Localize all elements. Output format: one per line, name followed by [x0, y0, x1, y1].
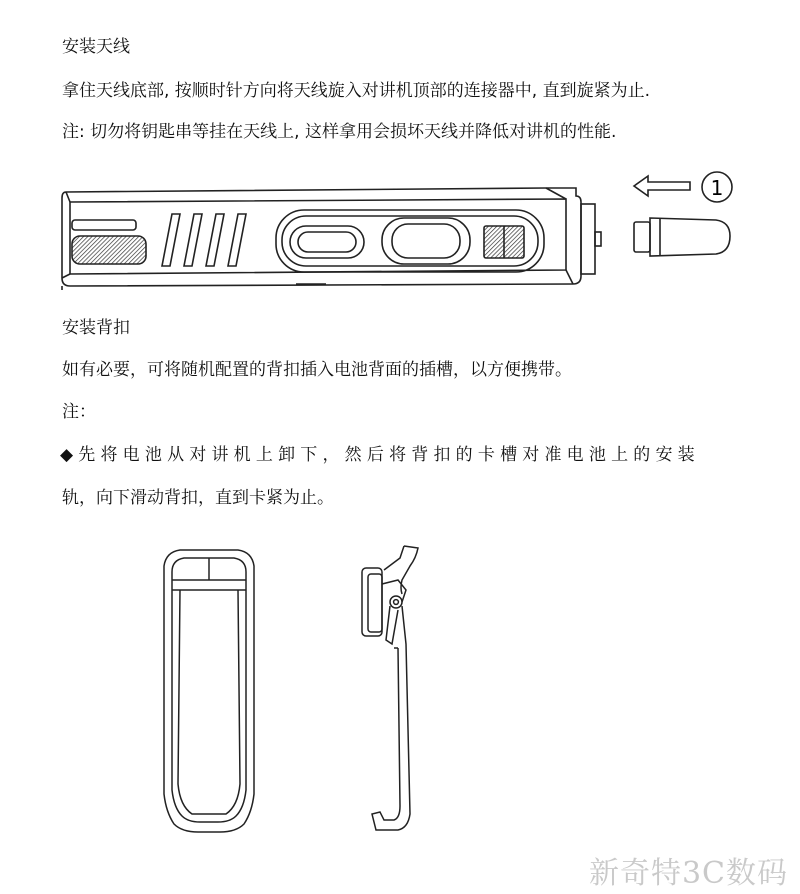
clip-heading: 安装背扣	[62, 318, 130, 338]
watermark-text: 新奇特3C数码	[588, 856, 788, 891]
antenna-instruction: 拿住天线底部, 按顺时针方向将天线旋入对讲机顶部的连接器中, 直到旋紧为止.	[62, 81, 651, 101]
radio-antenna-figure	[56, 166, 746, 302]
step-number-label: 1	[710, 176, 724, 200]
belt-clip-front-figure	[160, 544, 260, 836]
antenna-note: 注: 切勿将钥匙串等挂在天线上, 这样拿用会损坏天线并降低对讲机的性能.	[62, 122, 617, 142]
antenna-drawing	[634, 218, 730, 256]
clip-bullet-text-1: 先将电池从对讲机上卸下，然后将背扣的卡槽对准电池上的安装	[78, 445, 700, 465]
clip-bullet-line-1	[60, 443, 700, 467]
hatch-left	[72, 236, 146, 264]
belt-clip-side-figure	[358, 544, 438, 836]
clip-bullet-line-2: 轨，向下滑动背扣，直到卡紧为止。	[62, 488, 334, 508]
clip-instruction: 如有必要，可将随机配置的背扣插入电池背面的插槽，以方便携带。	[62, 360, 572, 380]
bullet-diamond-icon: ◆	[60, 445, 79, 465]
arrow-left-icon	[634, 176, 690, 196]
antenna-heading: 安装天线	[62, 37, 130, 57]
clip-note-label: 注：	[62, 402, 96, 422]
